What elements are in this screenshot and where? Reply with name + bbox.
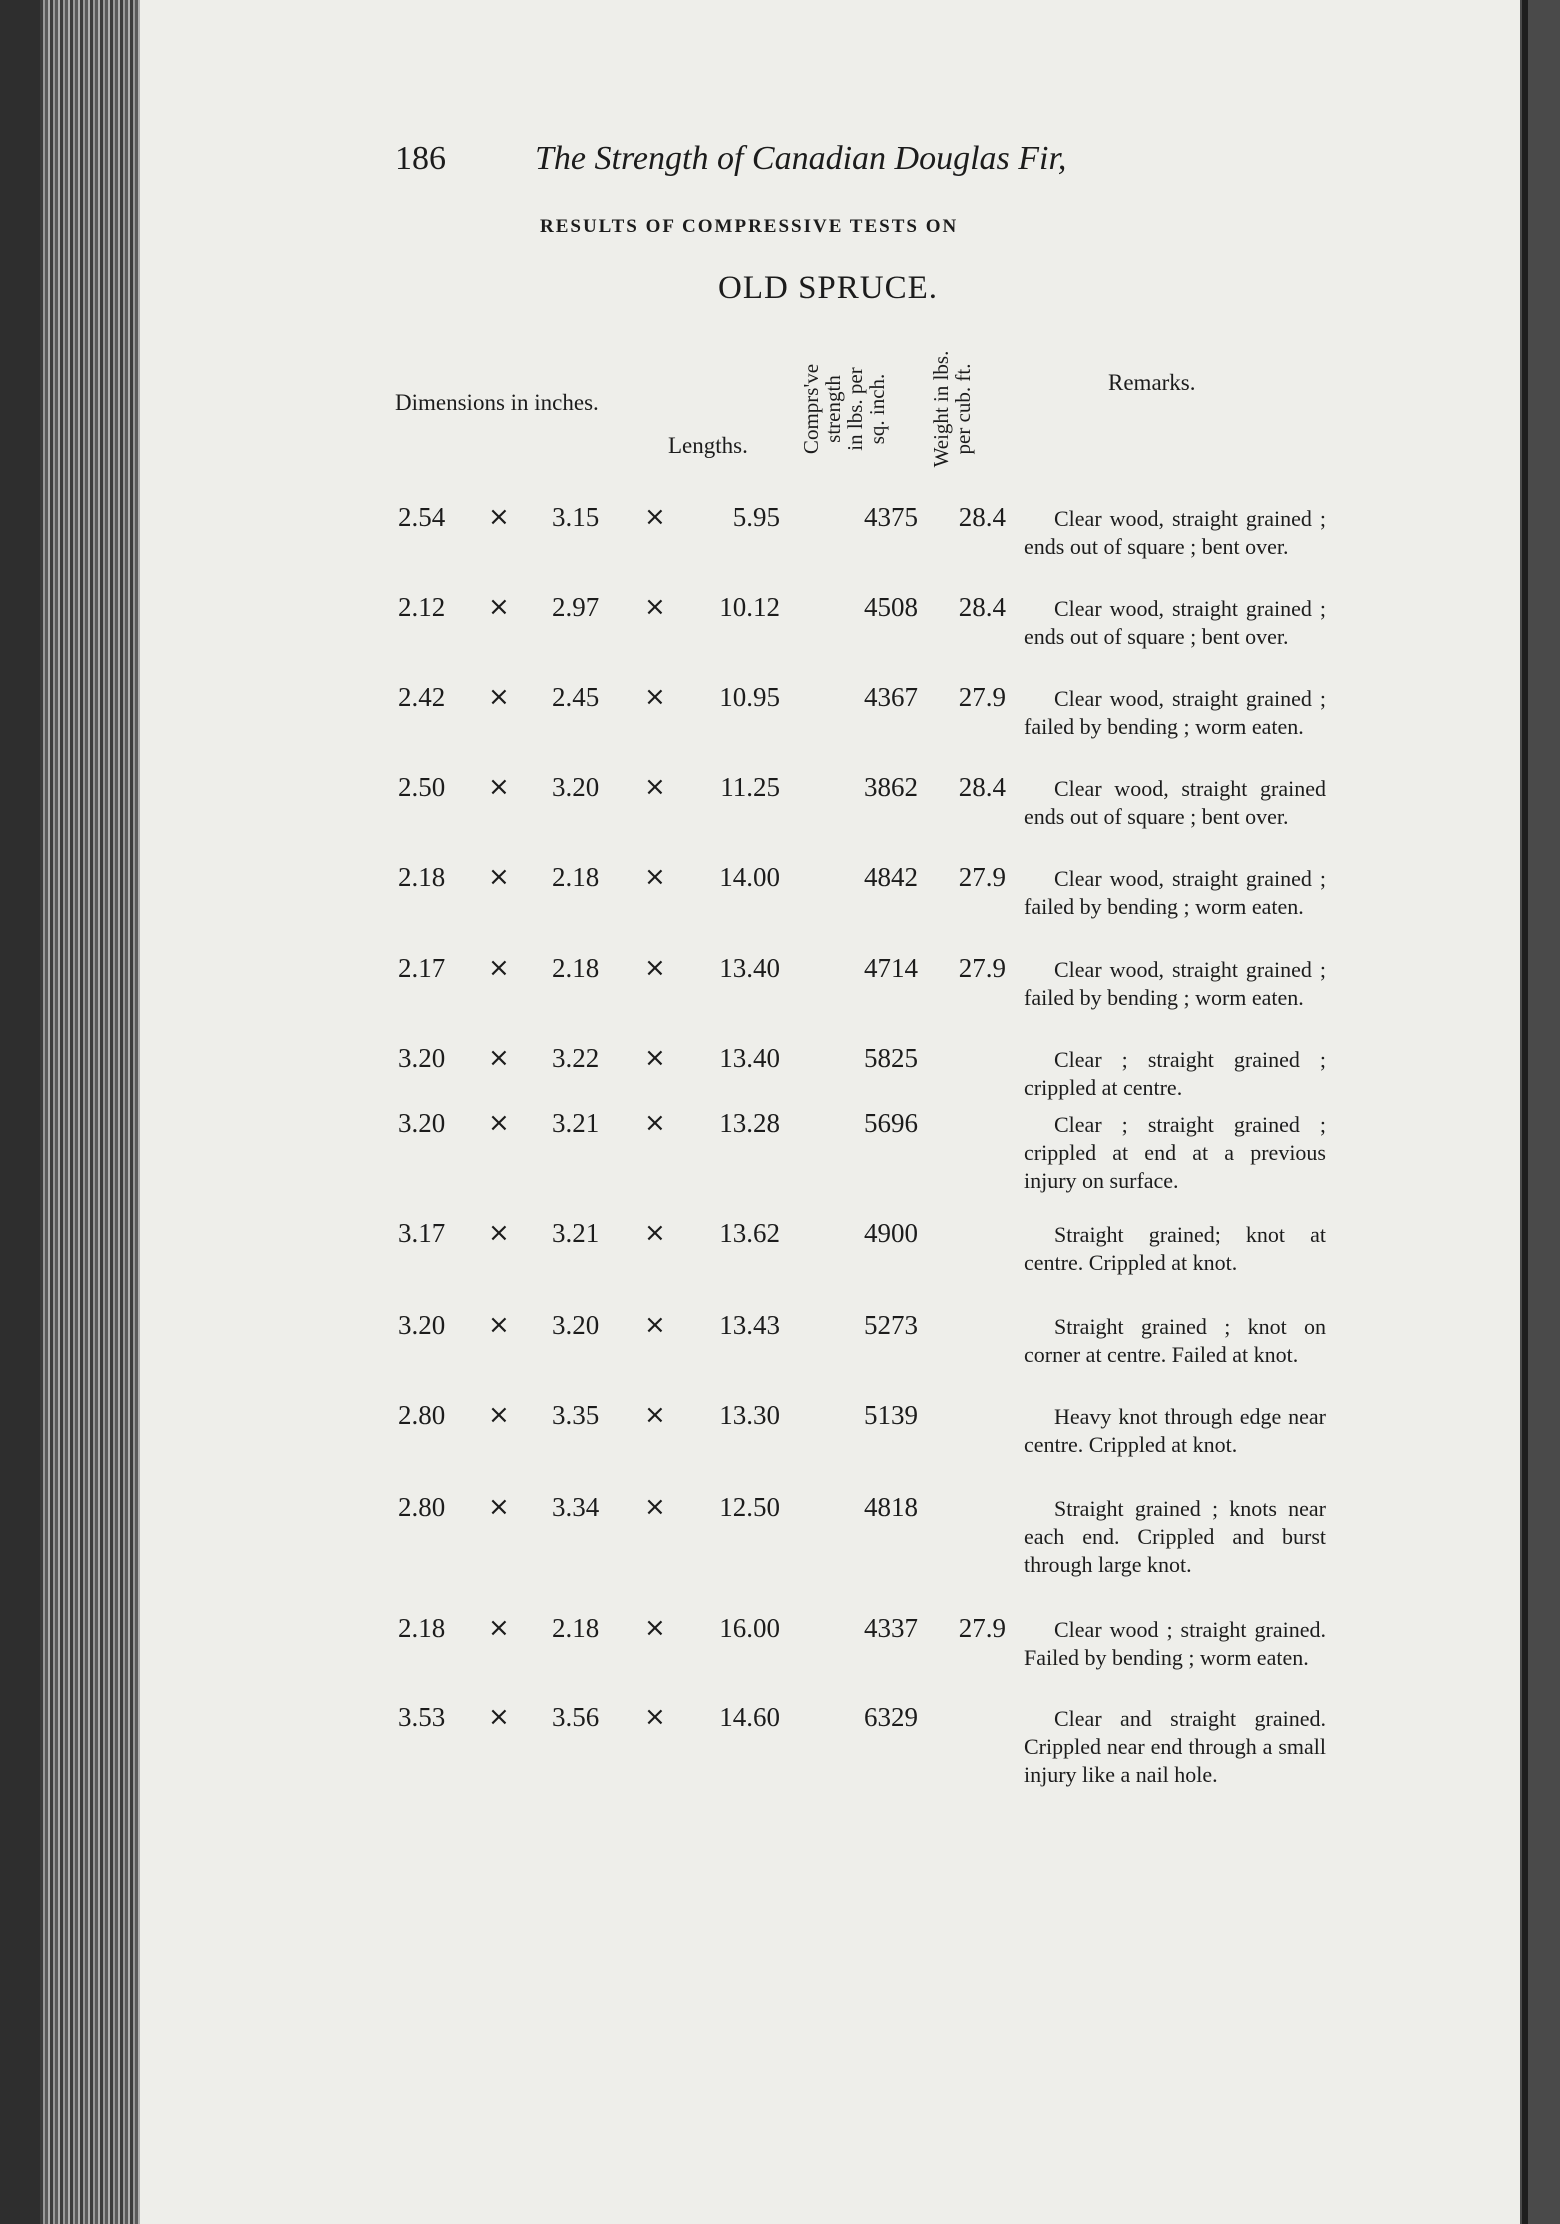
facing-page-edge xyxy=(1520,0,1560,2224)
times-symbol: × xyxy=(644,862,666,892)
remarks-text: Clear wood, straight grained ; failed by bending ; worm eaten. xyxy=(1024,866,1326,919)
strength-value: 5696 xyxy=(864,1108,918,1138)
remarks-text: Clear wood, straight grained ; ends out of square ; bent over. xyxy=(1024,506,1326,559)
remarks-text: Clear ; straight grained ; crippled at end at a previous injury on surface. xyxy=(1024,1112,1326,1193)
weight-value: 27.9 xyxy=(958,1613,1006,1643)
table-title: OLD SPRUCE. xyxy=(718,270,939,306)
length-value: 13.43 xyxy=(719,1310,780,1340)
thickness-value: 3.34 xyxy=(552,1492,600,1522)
times-symbol: × xyxy=(488,1043,510,1073)
remarks-text: Clear wood, straight grained ; failed by bending ; worm eaten. xyxy=(1024,686,1326,739)
width-value: 3.20 xyxy=(398,1310,446,1340)
thickness-value: 2.45 xyxy=(552,682,600,712)
header-strength-line: in lbs. per xyxy=(843,367,867,451)
header-strength-line: strength xyxy=(821,375,845,443)
running-head xyxy=(395,140,1195,190)
remarks-text: Clear wood ; straight grained. Failed by bending ; worm eaten. xyxy=(1024,1617,1326,1670)
length-value: 11.25 xyxy=(720,772,780,802)
page-number: 186 xyxy=(395,140,446,177)
header-compressive-strength xyxy=(800,328,888,490)
length-value: 10.12 xyxy=(719,592,780,622)
remarks-text: Heavy knot through edge near centre. Crippled at knot. xyxy=(1024,1404,1326,1457)
times-symbol: × xyxy=(644,1613,666,1643)
width-value: 2.17 xyxy=(398,953,446,983)
strength-value: 4714 xyxy=(864,953,918,983)
length-value: 13.30 xyxy=(719,1400,780,1430)
length-value: 12.50 xyxy=(719,1492,780,1522)
strength-value: 5273 xyxy=(864,1310,918,1340)
book-page-edges xyxy=(40,0,150,2224)
length-value: 14.60 xyxy=(719,1702,780,1732)
width-value: 2.42 xyxy=(398,682,446,712)
thickness-value: 2.18 xyxy=(552,953,600,983)
thickness-value: 3.21 xyxy=(552,1218,600,1248)
width-value: 2.80 xyxy=(398,1400,446,1430)
length-value: 13.62 xyxy=(719,1218,780,1248)
header-weight xyxy=(930,328,974,490)
width-value: 2.18 xyxy=(398,862,446,892)
weight-value: 27.9 xyxy=(958,862,1006,892)
weight-value: 28.4 xyxy=(958,772,1006,802)
strength-value: 4337 xyxy=(864,1613,918,1643)
remarks-text: Clear and straight grained. Crippled near end through a small injury like a nail hole. xyxy=(1024,1706,1326,1787)
length-value: 13.28 xyxy=(719,1108,780,1138)
times-symbol: × xyxy=(488,1492,510,1522)
times-symbol: × xyxy=(488,1108,510,1138)
weight-value: 28.4 xyxy=(958,502,1006,532)
times-symbol: × xyxy=(488,772,510,802)
times-symbol: × xyxy=(644,592,666,622)
header-strength-line: sq. inch. xyxy=(865,373,889,445)
header-weight-line: per cub. ft. xyxy=(951,363,975,455)
thickness-value: 3.35 xyxy=(552,1400,600,1430)
times-symbol: × xyxy=(644,1218,666,1248)
times-symbol: × xyxy=(488,682,510,712)
thickness-value: 3.56 xyxy=(552,1702,600,1732)
thickness-value: 3.15 xyxy=(552,502,600,532)
times-symbol: × xyxy=(488,953,510,983)
thickness-value: 2.18 xyxy=(552,862,600,892)
width-value: 2.54 xyxy=(398,502,446,532)
thickness-value: 3.21 xyxy=(552,1108,600,1138)
strength-value: 5825 xyxy=(864,1043,918,1073)
header-lengths: Lengths. xyxy=(668,433,748,458)
strength-value: 6329 xyxy=(864,1702,918,1732)
length-value: 10.95 xyxy=(719,682,780,712)
times-symbol: × xyxy=(488,1613,510,1643)
remarks-text: Clear wood, straight grained ; failed by bending ; worm eaten. xyxy=(1024,957,1326,1010)
times-symbol: × xyxy=(644,502,666,532)
remarks-text: Straight grained; knot at centre. Crippled at knot. xyxy=(1024,1222,1326,1275)
times-symbol: × xyxy=(488,592,510,622)
remarks-text: Clear wood, straight grained ends out of square ; bent over. xyxy=(1024,776,1326,829)
times-symbol: × xyxy=(644,1492,666,1522)
times-symbol: × xyxy=(644,1310,666,1340)
times-symbol: × xyxy=(488,862,510,892)
times-symbol: × xyxy=(644,1702,666,1732)
times-symbol: × xyxy=(644,772,666,802)
remarks-text: Clear ; straight grained ; crippled at centre. xyxy=(1024,1047,1326,1100)
times-symbol: × xyxy=(644,682,666,712)
strength-value: 4900 xyxy=(864,1218,918,1248)
length-value: 16.00 xyxy=(719,1613,780,1643)
header-weight-line: Weight in lbs. xyxy=(929,350,953,468)
width-value: 3.20 xyxy=(398,1043,446,1073)
times-symbol: × xyxy=(644,1108,666,1138)
width-value: 2.50 xyxy=(398,772,446,802)
thickness-value: 2.18 xyxy=(552,1613,600,1643)
thickness-value: 3.22 xyxy=(552,1043,600,1073)
length-value: 14.00 xyxy=(719,862,780,892)
strength-value: 4367 xyxy=(864,682,918,712)
times-symbol: × xyxy=(488,1218,510,1248)
weight-value: 27.9 xyxy=(958,953,1006,983)
book-spine-shadow xyxy=(0,0,40,2224)
strength-value: 4842 xyxy=(864,862,918,892)
remarks-text: Straight grained ; knot on corner at centre. Failed at knot. xyxy=(1024,1314,1326,1367)
strength-value: 4818 xyxy=(864,1492,918,1522)
width-value: 3.53 xyxy=(398,1702,446,1732)
length-value: 13.40 xyxy=(719,1043,780,1073)
times-symbol: × xyxy=(488,1702,510,1732)
header-strength-line: Comprs've xyxy=(799,363,823,455)
strength-value: 4508 xyxy=(864,592,918,622)
times-symbol: × xyxy=(488,1400,510,1430)
strength-value: 4375 xyxy=(864,502,918,532)
table-caption: RESULTS OF COMPRESSIVE TESTS ON xyxy=(540,216,959,237)
times-symbol: × xyxy=(488,502,510,532)
strength-value: 5139 xyxy=(864,1400,918,1430)
remarks-text: Clear wood, straight grained ; ends out of square ; bent over. xyxy=(1024,596,1326,649)
times-symbol: × xyxy=(644,1043,666,1073)
header-remarks: Remarks. xyxy=(1108,370,1196,395)
thickness-value: 3.20 xyxy=(552,1310,600,1340)
strength-value: 3862 xyxy=(864,772,918,802)
thickness-value: 2.97 xyxy=(552,592,600,622)
weight-value: 27.9 xyxy=(958,682,1006,712)
times-symbol: × xyxy=(644,1400,666,1430)
remarks-text: Straight grained ; knots near each end. Crippled and burst through large knot. xyxy=(1024,1496,1326,1577)
width-value: 3.20 xyxy=(398,1108,446,1138)
weight-value: 28.4 xyxy=(958,592,1006,622)
thickness-value: 3.20 xyxy=(552,772,600,802)
header-dimensions: Dimensions in inches. xyxy=(395,390,599,415)
width-value: 3.17 xyxy=(398,1218,446,1248)
times-symbol: × xyxy=(644,953,666,983)
width-value: 2.12 xyxy=(398,592,446,622)
times-symbol: × xyxy=(488,1310,510,1340)
width-value: 2.80 xyxy=(398,1492,446,1522)
running-title: The Strength of Canadian Douglas Fir, xyxy=(535,140,1067,177)
width-value: 2.18 xyxy=(398,1613,446,1643)
length-value: 13.40 xyxy=(719,953,780,983)
length-value: 5.95 xyxy=(732,502,780,532)
